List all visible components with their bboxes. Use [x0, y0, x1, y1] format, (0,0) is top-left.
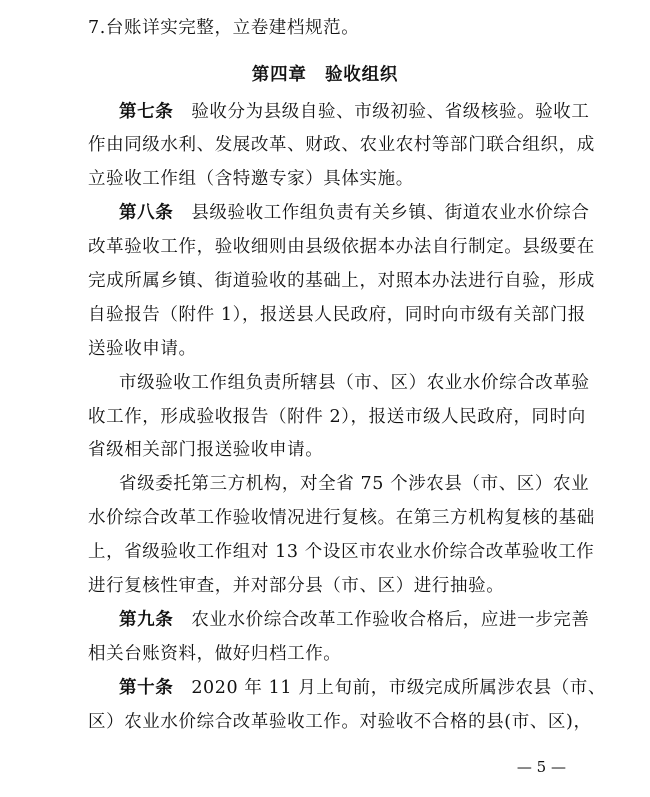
article-10-text: 2020 年 11 月上旬前，市级完成所属涉农县（市、	[191, 678, 607, 698]
article-8-first-line	[119, 205, 590, 223]
article-7-line: 作由同级水利、发展改革、财政、农业农村等部门联合组织，成	[88, 135, 595, 155]
province-paragraph-line: 水价综合改革工作验收情况进行复核。在第三方机构复核的基础	[88, 508, 595, 528]
article-8-line: 自验报告（附件 1），报送县人民政府，同时向市级有关部门报	[88, 305, 586, 325]
province-paragraph-line: 上，省级验收工作组对 13 个设区市农业水价综合改革验收工作	[88, 542, 595, 562]
article-8-line: 送验收申请。	[88, 339, 197, 359]
article-7-line: 立验收工作组（含特邀专家）具体实施。	[88, 169, 414, 189]
article-8-line: 改革验收工作，验收细则由县级依据本办法自行制定。县级要在	[88, 237, 595, 257]
page-number: — 5 —	[516, 758, 566, 776]
article-10-label: 第十条	[119, 678, 174, 698]
city-paragraph-line: 省级相关部门报送验收申请。	[88, 440, 324, 460]
article-9-line: 相关台账资料，做好归档工作。	[88, 644, 342, 664]
article-7-first-line	[119, 104, 590, 122]
province-paragraph-line: 省级委托第三方机构，对全省 75 个涉农县（市、区）农业	[119, 474, 590, 494]
article-8-text: 县级验收工作组负责有关乡镇、街道农业水价综合	[191, 203, 590, 223]
article-7-label: 第七条	[119, 102, 174, 122]
city-paragraph-line: 市级验收工作组负责所辖县（市、区）农业水价综合改革验	[119, 373, 590, 393]
article-9-text: 农业水价综合改革工作验收合格后，应进一步完善	[191, 610, 590, 630]
province-paragraph-line: 进行复核性审查，并对部分县（市、区）进行抽验。	[88, 576, 505, 596]
article-9-label: 第九条	[119, 610, 174, 630]
item-7-line: 7.台账详实完整，立卷建档规范。	[88, 18, 360, 38]
article-8-label: 第八条	[119, 203, 174, 223]
article-10-first-line	[119, 680, 606, 698]
article-8-line: 完成所属乡镇、街道验收的基础上，对照本办法进行自验，形成	[88, 271, 595, 291]
article-10-line: 区）农业水价综合改革验收工作。对验收不合格的县(市、区)，	[88, 712, 592, 732]
article-9-first-line	[119, 612, 590, 630]
chapter-heading: 第四章 验收组织	[251, 65, 399, 85]
article-7-text: 验收分为县级自验、市级初验、省级核验。验收工	[191, 102, 590, 122]
city-paragraph-line: 收工作，形成验收报告（附件 2），报送市级人民政府，同时向	[88, 407, 586, 427]
